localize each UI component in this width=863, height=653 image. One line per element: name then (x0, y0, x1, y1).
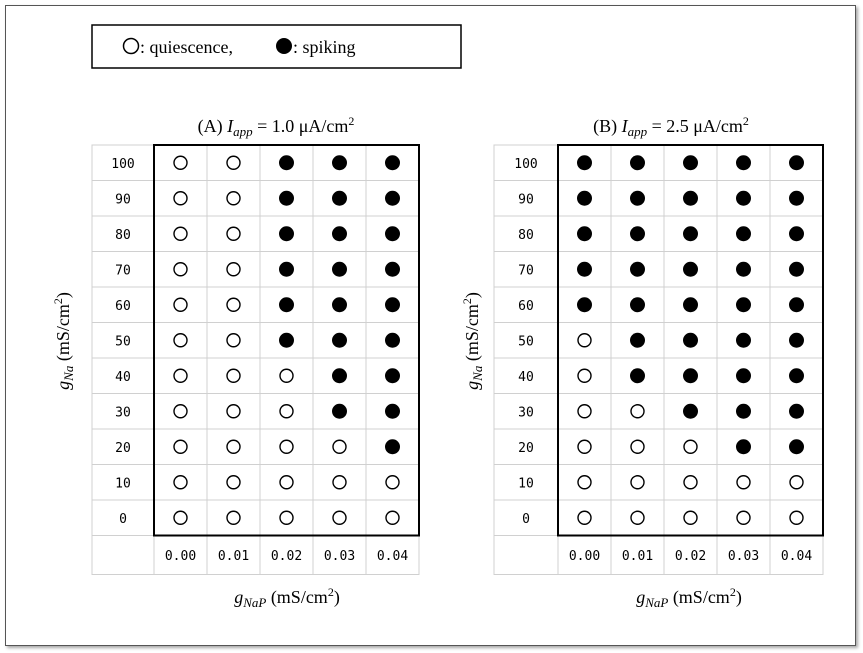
spiking-marker (683, 333, 698, 348)
y-tick-label: 40 (115, 369, 131, 385)
panel-title-a: (A) $I_{app} = 1.0$ $\mu A/cm^2$ (197, 114, 355, 139)
y-tick-label: 20 (518, 440, 534, 456)
spiking-marker (385, 226, 400, 241)
spiking-marker (789, 297, 804, 312)
quiescence-marker (631, 440, 644, 453)
spiking-marker (577, 226, 592, 241)
spiking-marker (630, 226, 645, 241)
quiescence-marker (280, 476, 293, 489)
x-axis-label-b: $g_{NaP}$ $(mS/cm^2)$ (636, 585, 742, 610)
x-tick-label: 0.03 (323, 549, 356, 564)
y-tick-label: 90 (115, 192, 131, 208)
y-tick-label: 20 (115, 440, 131, 456)
quiescence-marker (174, 192, 187, 205)
spiking-marker (279, 297, 294, 312)
quiescence-marker (737, 476, 750, 489)
quiescence-marker (386, 476, 399, 489)
quiescence-marker (333, 511, 346, 524)
spiking-marker (736, 439, 751, 454)
x-tick-label: 0.02 (270, 549, 303, 564)
spiking-marker (332, 226, 347, 241)
y-tick-label: 60 (115, 298, 131, 314)
y-tick-label: 10 (115, 476, 131, 492)
spiking-marker (630, 368, 645, 383)
quiescence-marker (790, 476, 803, 489)
y-tick-label: 0 (522, 511, 530, 527)
y-tick-label: 40 (518, 369, 534, 385)
panel-b (460, 114, 823, 610)
quiescence-marker (737, 511, 750, 524)
y-tick-label: 30 (115, 405, 131, 421)
spiking-marker (279, 191, 294, 206)
spiking-marker (736, 297, 751, 312)
spiking-marker (683, 155, 698, 170)
spiking-marker (279, 155, 294, 170)
quiescence-marker (227, 511, 240, 524)
spiking-marker (683, 297, 698, 312)
table-outline-b (494, 145, 823, 575)
quiescence-marker (578, 511, 591, 524)
quiescence-marker (631, 511, 644, 524)
panel-a (51, 114, 419, 610)
quiescence-marker (333, 476, 346, 489)
spiking-marker (683, 226, 698, 241)
quiescence-marker (174, 263, 187, 276)
y-tick-label: 0 (119, 511, 127, 527)
spiking-marker (332, 297, 347, 312)
spiking-marker (630, 297, 645, 312)
quiescence-marker (684, 511, 697, 524)
quiescence-marker (280, 440, 293, 453)
quiescence-marker (578, 369, 591, 382)
spiking-marker (736, 262, 751, 277)
spiking-marker (789, 262, 804, 277)
y-tick-label: 30 (518, 405, 534, 421)
quiescence-marker (174, 511, 187, 524)
spiking-marker (279, 333, 294, 348)
spiking-marker (332, 155, 347, 170)
x-tick-label: 0.04 (376, 549, 409, 564)
quiescence-marker (227, 405, 240, 418)
quiescence-marker (280, 405, 293, 418)
legend (92, 25, 461, 68)
spiking-marker (577, 297, 592, 312)
legend-quiescence-label: : quiescence, (140, 37, 233, 57)
quiescence-marker (227, 263, 240, 276)
spiking-marker (630, 155, 645, 170)
quiescence-marker (227, 192, 240, 205)
spiking-marker (736, 155, 751, 170)
x-tick-label: 0.00 (164, 549, 197, 564)
quiescence-marker (631, 405, 644, 418)
quiescence-marker (174, 156, 187, 169)
quiescence-marker (174, 440, 187, 453)
y-tick-label: 100 (514, 156, 538, 172)
spiking-marker (279, 262, 294, 277)
spiking-marker (385, 262, 400, 277)
quiescence-marker (684, 476, 697, 489)
spiking-marker (789, 155, 804, 170)
y-tick-label: 70 (115, 263, 131, 279)
spiking-marker (385, 439, 400, 454)
quiescence-marker (227, 476, 240, 489)
spiking-marker (683, 368, 698, 383)
quiescence-marker (227, 156, 240, 169)
quiescence-marker (280, 369, 293, 382)
y-tick-label: 90 (518, 192, 534, 208)
panel-title-b: (B) $I_{app} = 2.5$ $\mu A/cm^2$ (593, 114, 749, 139)
quiescence-marker (578, 440, 591, 453)
y-tick-label: 50 (115, 334, 131, 350)
quiescence-marker (684, 440, 697, 453)
spiking-marker (789, 333, 804, 348)
spiking-marker (683, 262, 698, 277)
quiescence-marker (280, 511, 293, 524)
spiking-marker (789, 191, 804, 206)
spiking-marker (630, 333, 645, 348)
spiking-marker (385, 368, 400, 383)
y-axis-label-b: $g_{Na}$ $(mS/cm^2)$ (460, 292, 485, 390)
spiking-marker (385, 297, 400, 312)
quiescence-marker (333, 440, 346, 453)
quiescence-marker (386, 511, 399, 524)
y-tick-label: 100 (111, 156, 135, 172)
spiking-marker (683, 191, 698, 206)
table-outline-a (92, 145, 419, 575)
quiescence-marker (790, 511, 803, 524)
x-tick-label: 0.00 (568, 549, 601, 564)
quiescence-marker (227, 369, 240, 382)
quiescence-marker (174, 369, 187, 382)
spiking-marker (385, 404, 400, 419)
y-tick-label: 70 (518, 263, 534, 279)
quiescence-marker (631, 476, 644, 489)
spiking-marker (789, 368, 804, 383)
y-tick-label: 80 (115, 227, 131, 243)
spiking-marker (332, 191, 347, 206)
y-tick-label: 50 (518, 334, 534, 350)
x-tick-label: 0.01 (621, 549, 654, 564)
x-tick-label: 0.02 (674, 549, 707, 564)
spiking-marker (736, 368, 751, 383)
y-axis-label-a: $g_{Na}$ $(mS/cm^2)$ (51, 292, 76, 390)
spiking-marker (332, 404, 347, 419)
spiking-marker (385, 333, 400, 348)
quiescence-marker (174, 476, 187, 489)
spiking-marker (577, 262, 592, 277)
spiking-marker (630, 262, 645, 277)
spiking-marker (630, 191, 645, 206)
legend-spiking-label: : spiking (293, 37, 356, 57)
spiking-marker (683, 404, 698, 419)
spiking-marker (332, 262, 347, 277)
x-tick-label: 0.01 (217, 549, 250, 564)
y-tick-label: 60 (518, 298, 534, 314)
x-tick-label: 0.03 (727, 549, 760, 564)
spiking-marker (577, 191, 592, 206)
spiking-marker (385, 191, 400, 206)
legend-spiking-marker (276, 38, 292, 54)
x-tick-label: 0.04 (780, 549, 813, 564)
quiescence-marker (227, 298, 240, 311)
spiking-marker (789, 226, 804, 241)
quiescence-marker (227, 334, 240, 347)
spiking-marker (736, 191, 751, 206)
spiking-marker (789, 404, 804, 419)
spiking-marker (736, 333, 751, 348)
spiking-marker (736, 226, 751, 241)
quiescence-marker (174, 405, 187, 418)
spiking-marker (332, 333, 347, 348)
spiking-marker (736, 404, 751, 419)
quiescence-marker (578, 334, 591, 347)
quiescence-marker (174, 227, 187, 240)
spiking-marker (332, 368, 347, 383)
quiescence-marker (227, 227, 240, 240)
quiescence-marker (578, 405, 591, 418)
y-tick-label: 80 (518, 227, 534, 243)
x-axis-label-a: $g_{NaP}$ $(mS/cm^2)$ (234, 585, 340, 610)
spiking-marker (577, 155, 592, 170)
quiescence-marker (174, 298, 187, 311)
legend-quiescence-marker (124, 39, 139, 54)
spiking-marker (789, 439, 804, 454)
quiescence-marker (578, 476, 591, 489)
spiking-marker (279, 226, 294, 241)
quiescence-marker (174, 334, 187, 347)
y-tick-label: 10 (518, 476, 534, 492)
spiking-marker (385, 155, 400, 170)
quiescence-marker (227, 440, 240, 453)
